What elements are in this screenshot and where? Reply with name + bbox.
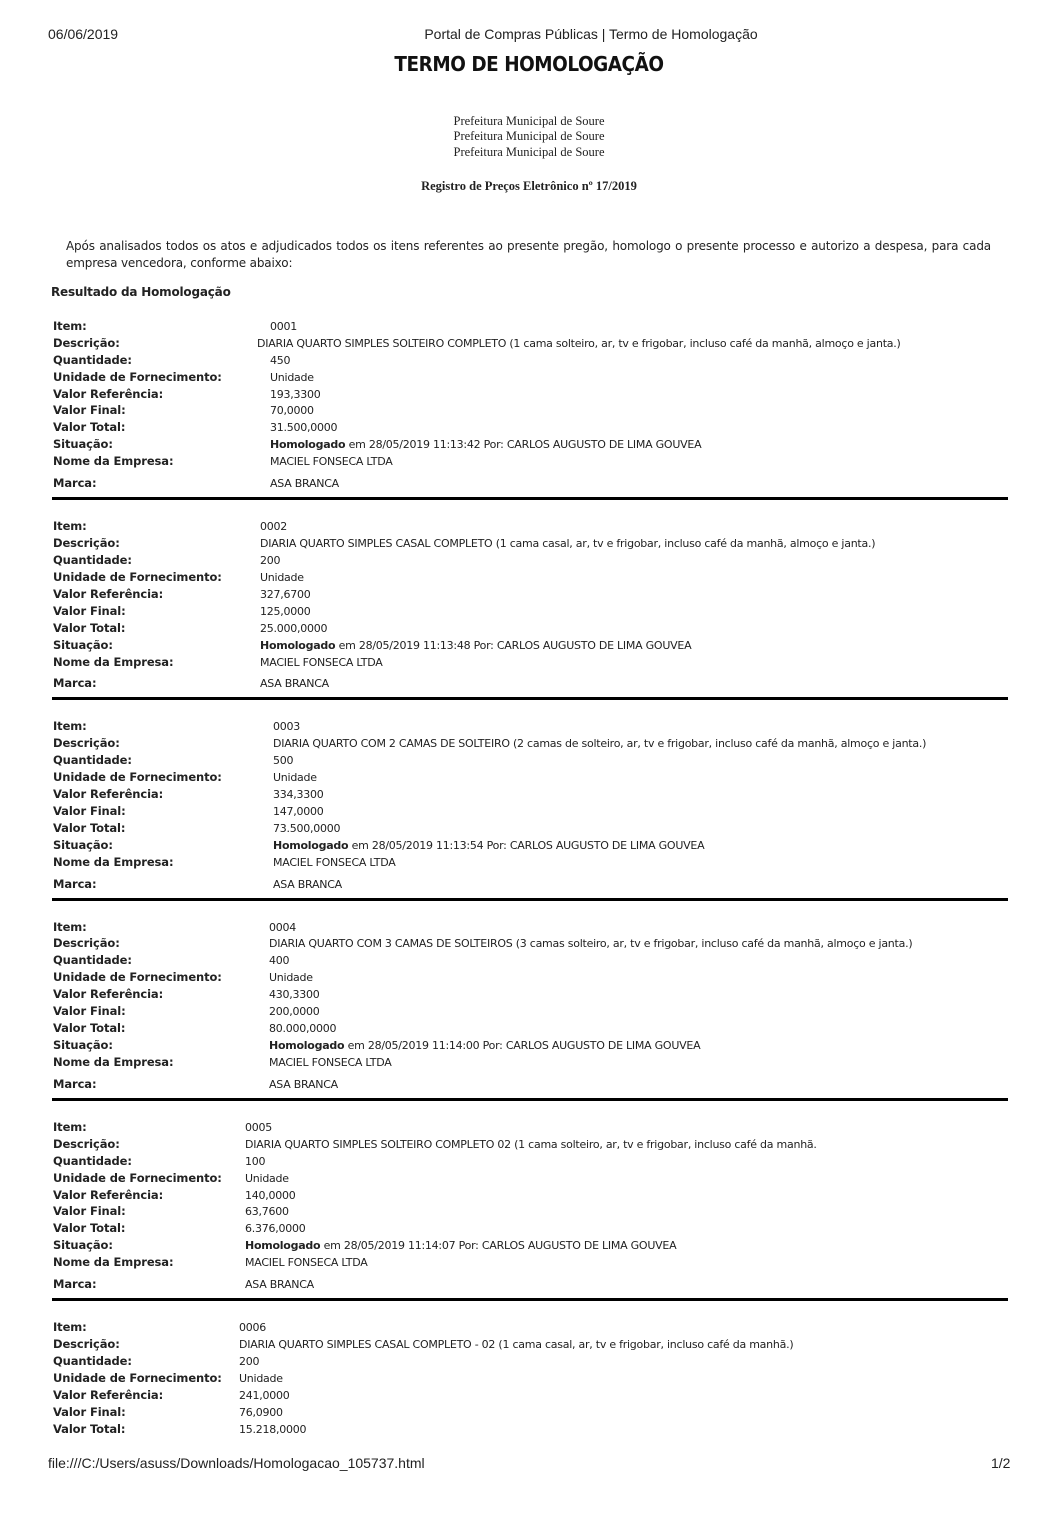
- item-label: Item:: [53, 920, 87, 934]
- valor-referencia-row: [52, 1187, 1008, 1204]
- item-number: 0002: [260, 520, 287, 533]
- valor-referencia-value: 140,0000: [245, 1189, 296, 1202]
- empresa-value: MACIEL FONSECA LTDA: [245, 1256, 368, 1269]
- unidade-label: Unidade de Fornecimento:: [53, 770, 222, 784]
- unidade-value: Unidade: [260, 571, 304, 584]
- valor-total-value: 15.218,0000: [239, 1423, 307, 1436]
- homologation-item: [52, 318, 1008, 518]
- marca-label: Marca:: [53, 1277, 97, 1291]
- item-row: [52, 318, 1008, 335]
- situacao-label: Situação:: [53, 437, 113, 451]
- valor-final-row: [52, 402, 1008, 419]
- marca-row: [52, 475, 1008, 492]
- valor-referencia-row: [52, 1387, 1008, 1404]
- empresa-row: [52, 1054, 1008, 1071]
- descricao-value: DIARIA QUARTO COM 3 CAMAS DE SOLTEIROS (3 camas solteiro, ar, tv e frigobar, incluso café da manhã, almoço e janta.): [269, 937, 913, 950]
- unidade-value: Unidade: [270, 371, 314, 384]
- situacao-label: Situação:: [53, 1038, 113, 1052]
- valor-referencia-row: [52, 986, 1008, 1003]
- unidade-label: Unidade de Fornecimento:: [53, 1371, 222, 1385]
- item-number: 0006: [239, 1321, 266, 1334]
- valor-total-value: 25.000,0000: [260, 622, 328, 635]
- unidade-value: Unidade: [269, 971, 313, 984]
- marca-value: ASA BRANCA: [273, 878, 342, 891]
- page-number: 1/2: [991, 1455, 1011, 1471]
- quantidade-label: Quantidade:: [53, 1154, 132, 1168]
- item-row: [52, 518, 1008, 535]
- quantidade-value: 200: [239, 1355, 260, 1368]
- valor-total-label: Valor Total:: [53, 1221, 126, 1235]
- situacao-value: [245, 1237, 676, 1254]
- empresa-row: [52, 654, 1008, 671]
- item-row: [52, 1319, 1008, 1336]
- organization-name: Prefeitura Municipal de Soure: [453, 114, 605, 128]
- valor-referencia-label: Valor Referência:: [53, 1188, 164, 1202]
- descricao-value: DIARIA QUARTO SIMPLES CASAL COMPLETO - 02 (1 cama casal, ar, tv e frigobar, incluso café da manhã.): [239, 1338, 794, 1351]
- valor-referencia-row: [52, 386, 1008, 403]
- unidade-row: [52, 569, 1008, 586]
- descricao-label: Descrição:: [53, 936, 120, 950]
- item-label: Item:: [53, 719, 87, 733]
- situacao-value: [273, 837, 704, 854]
- quantidade-value: 400: [269, 954, 290, 967]
- organization-name: Prefeitura Municipal de Soure: [453, 129, 605, 143]
- marca-row: [52, 876, 1008, 893]
- unidade-value: Unidade: [239, 1372, 283, 1385]
- item-label: Item:: [53, 519, 87, 533]
- valor-total-value: 6.376,0000: [245, 1222, 306, 1235]
- item-label: Item:: [53, 1120, 87, 1134]
- descricao-value: DIARIA QUARTO SIMPLES CASAL COMPLETO (1 cama casal, ar, tv e frigobar, incluso café da manhã, almoço e janta.): [260, 537, 876, 550]
- item-number: 0005: [245, 1121, 272, 1134]
- unidade-row: [52, 769, 1008, 786]
- valor-final-row: [52, 1003, 1008, 1020]
- quantidade-label: Quantidade:: [53, 353, 132, 367]
- quantidade-value: 450: [270, 354, 291, 367]
- valor-final-value: 63,7600: [245, 1205, 289, 1218]
- quantidade-label: Quantidade:: [53, 753, 132, 767]
- empresa-value: MACIEL FONSECA LTDA: [273, 856, 396, 869]
- empresa-label: Nome da Empresa:: [53, 855, 174, 869]
- empresa-value: MACIEL FONSECA LTDA: [260, 656, 383, 669]
- valor-final-label: Valor Final:: [53, 1204, 126, 1218]
- empresa-label: Nome da Empresa:: [53, 1255, 174, 1269]
- descricao-row: [52, 535, 1008, 552]
- marca-value: ASA BRANCA: [270, 477, 339, 490]
- empresa-row: [52, 1254, 1008, 1271]
- unidade-value: Unidade: [245, 1172, 289, 1185]
- empresa-value: MACIEL FONSECA LTDA: [270, 455, 393, 468]
- descricao-label: Descrição:: [53, 736, 120, 750]
- valor-final-value: 125,0000: [260, 605, 311, 618]
- marca-row: [52, 1276, 1008, 1293]
- valor-total-label: Valor Total:: [53, 1422, 126, 1436]
- descricao-row: [52, 1336, 1008, 1353]
- marca-row: [52, 1076, 1008, 1093]
- quantidade-value: 100: [245, 1155, 266, 1168]
- intro-paragraph: Após analisados todos os atos e adjudicados todos os itens referentes ao presente pregão, homologo o presente processo e autorizo a despesa, para cada empresa vencedora, conforme abaixo:: [66, 239, 991, 270]
- homologation-item: [52, 718, 1008, 918]
- situacao-value: [260, 637, 691, 654]
- situacao-detail: em 28/05/2019 11:13:48 Por: CARLOS AUGUSTO DE LIMA GOUVEA: [335, 639, 692, 652]
- situacao-status: Homologado: [260, 639, 336, 652]
- unidade-row: [52, 1170, 1008, 1187]
- valor-final-row: [52, 803, 1008, 820]
- unidade-label: Unidade de Fornecimento:: [53, 370, 222, 384]
- valor-total-row: [52, 620, 1008, 637]
- item-separator: [52, 1098, 1008, 1101]
- descricao-value: DIARIA QUARTO COM 2 CAMAS DE SOLTEIRO (2 camas de solteiro, ar, tv e frigobar, incluso café da manhã, almoço e janta.): [273, 737, 927, 750]
- empresa-row: [52, 854, 1008, 871]
- situacao-detail: em 28/05/2019 11:14:07 Por: CARLOS AUGUSTO DE LIMA GOUVEA: [320, 1239, 677, 1252]
- item-label: Item:: [53, 1320, 87, 1334]
- homologation-item: [52, 518, 1008, 718]
- valor-final-value: 70,0000: [270, 404, 314, 417]
- valor-referencia-value: 241,0000: [239, 1389, 290, 1402]
- situacao-detail: em 28/05/2019 11:13:54 Por: CARLOS AUGUSTO DE LIMA GOUVEA: [348, 839, 705, 852]
- valor-total-label: Valor Total:: [53, 621, 126, 635]
- descricao-row: [52, 1136, 1008, 1153]
- descricao-label: Descrição:: [53, 536, 120, 550]
- empresa-value: MACIEL FONSECA LTDA: [269, 1056, 392, 1069]
- descricao-label: Descrição:: [53, 336, 120, 350]
- quantidade-label: Quantidade:: [53, 553, 132, 567]
- item-separator: [52, 898, 1008, 901]
- quantidade-value: 200: [260, 554, 281, 567]
- valor-total-label: Valor Total:: [53, 420, 126, 434]
- valor-referencia-value: 327,6700: [260, 588, 311, 601]
- registro-number: Registro de Preços Eletrônico nº 17/2019: [421, 179, 637, 193]
- item-separator: [52, 697, 1008, 700]
- quantidade-row: [52, 1153, 1008, 1170]
- descricao-value: DIARIA QUARTO SIMPLES SOLTEIRO COMPLETO 02 (1 cama solteiro, ar, tv e frigobar, incluso café da manhã.: [245, 1138, 817, 1151]
- valor-referencia-row: [52, 586, 1008, 603]
- valor-referencia-label: Valor Referência:: [53, 787, 164, 801]
- valor-total-row: [52, 419, 1008, 436]
- item-separator: [52, 497, 1008, 500]
- item-row: [52, 1119, 1008, 1136]
- marca-label: Marca:: [53, 877, 97, 891]
- valor-total-row: [52, 1020, 1008, 1037]
- print-date: 06/06/2019: [48, 26, 119, 42]
- valor-final-value: 147,0000: [273, 805, 324, 818]
- print-header-title: Portal de Compras Públicas | Termo de Homologação: [424, 26, 758, 42]
- situacao-detail: em 28/05/2019 11:14:00 Por: CARLOS AUGUSTO DE LIMA GOUVEA: [344, 1039, 701, 1052]
- quantidade-value: 500: [273, 754, 294, 767]
- valor-final-row: [52, 1203, 1008, 1220]
- unidade-value: Unidade: [273, 771, 317, 784]
- quantidade-row: [52, 752, 1008, 769]
- valor-referencia-row: [52, 786, 1008, 803]
- situacao-row: [52, 1037, 1008, 1054]
- unidade-label: Unidade de Fornecimento:: [53, 1171, 222, 1185]
- situacao-detail: em 28/05/2019 11:13:42 Por: CARLOS AUGUSTO DE LIMA GOUVEA: [345, 438, 702, 451]
- valor-total-value: 80.000,0000: [269, 1022, 337, 1035]
- valor-referencia-label: Valor Referência:: [53, 1388, 164, 1402]
- valor-referencia-label: Valor Referência:: [53, 587, 164, 601]
- valor-total-label: Valor Total:: [53, 821, 126, 835]
- marca-value: ASA BRANCA: [260, 677, 329, 690]
- marca-value: ASA BRANCA: [245, 1278, 314, 1291]
- valor-final-value: 200,0000: [269, 1005, 320, 1018]
- valor-total-value: 73.500,0000: [273, 822, 341, 835]
- valor-total-row: [52, 1220, 1008, 1237]
- situacao-value: [269, 1037, 700, 1054]
- empresa-label: Nome da Empresa:: [53, 454, 174, 468]
- quantidade-row: [52, 552, 1008, 569]
- valor-referencia-label: Valor Referência:: [53, 387, 164, 401]
- item-row: [52, 718, 1008, 735]
- item-label: Item:: [53, 319, 87, 333]
- valor-final-label: Valor Final:: [53, 1004, 126, 1018]
- valor-final-value: 76,0900: [239, 1406, 283, 1419]
- situacao-row: [52, 436, 1008, 453]
- unidade-label: Unidade de Fornecimento:: [53, 570, 222, 584]
- valor-final-row: [52, 603, 1008, 620]
- item-number: 0004: [269, 921, 296, 934]
- unidade-row: [52, 969, 1008, 986]
- situacao-label: Situação:: [53, 1238, 113, 1252]
- situacao-row: [52, 637, 1008, 654]
- quantidade-label: Quantidade:: [53, 953, 132, 967]
- page-title: TERMO DE HOMOLOGAÇÃO: [394, 52, 664, 76]
- valor-final-label: Valor Final:: [53, 403, 126, 417]
- quantidade-label: Quantidade:: [53, 1354, 132, 1368]
- unidade-row: [52, 369, 1008, 386]
- situacao-label: Situação:: [53, 838, 113, 852]
- marca-label: Marca:: [53, 676, 97, 690]
- section-title: Resultado da Homologação: [51, 285, 231, 299]
- situacao-row: [52, 1237, 1008, 1254]
- valor-final-row: [52, 1404, 1008, 1421]
- descricao-value: DIARIA QUARTO SIMPLES SOLTEIRO COMPLETO (1 cama solteiro, ar, tv e frigobar, incluso café da manhã, almoço e janta.): [257, 337, 901, 350]
- situacao-row: [52, 837, 1008, 854]
- empresa-label: Nome da Empresa:: [53, 655, 174, 669]
- item-row: [52, 919, 1008, 936]
- situacao-value: [270, 436, 701, 453]
- marca-label: Marca:: [53, 476, 97, 490]
- valor-total-label: Valor Total:: [53, 1021, 126, 1035]
- valor-referencia-value: 334,3300: [273, 788, 324, 801]
- unidade-label: Unidade de Fornecimento:: [53, 970, 222, 984]
- empresa-row: [52, 453, 1008, 470]
- unidade-row: [52, 1370, 1008, 1387]
- valor-final-label: Valor Final:: [53, 1405, 126, 1419]
- situacao-label: Situação:: [53, 638, 113, 652]
- valor-referencia-value: 430,3300: [269, 988, 320, 1001]
- descricao-row: [52, 735, 1008, 752]
- situacao-status: Homologado: [270, 438, 346, 451]
- valor-total-value: 31.500,0000: [270, 421, 338, 434]
- quantidade-row: [52, 1353, 1008, 1370]
- descricao-row: [52, 935, 1008, 952]
- quantidade-row: [52, 352, 1008, 369]
- marca-label: Marca:: [53, 1077, 97, 1091]
- item-number: 0003: [273, 720, 300, 733]
- empresa-label: Nome da Empresa:: [53, 1055, 174, 1069]
- situacao-status: Homologado: [245, 1239, 321, 1252]
- item-number: 0001: [270, 320, 297, 333]
- homologation-item: [52, 1318, 1011, 1518]
- descricao-row: [52, 335, 1008, 352]
- quantidade-row: [52, 952, 1008, 969]
- valor-final-label: Valor Final:: [53, 804, 126, 818]
- valor-referencia-label: Valor Referência:: [53, 987, 164, 1001]
- descricao-label: Descrição:: [53, 1137, 120, 1151]
- item-separator: [52, 1298, 1008, 1301]
- print-footer-url: file:///C:/Users/asuss/Downloads/Homologacao_105737.html: [48, 1455, 425, 1471]
- organization-name: Prefeitura Municipal de Soure: [453, 145, 605, 159]
- homologation-item: [52, 1118, 1008, 1318]
- homologation-item: [52, 918, 1008, 1118]
- marca-row: [52, 675, 1008, 692]
- descricao-label: Descrição:: [53, 1337, 120, 1351]
- situacao-status: Homologado: [273, 839, 349, 852]
- marca-value: ASA BRANCA: [269, 1078, 338, 1091]
- valor-total-row: [52, 820, 1008, 837]
- valor-referencia-value: 193,3300: [270, 388, 321, 401]
- situacao-status: Homologado: [269, 1039, 345, 1052]
- valor-final-label: Valor Final:: [53, 604, 126, 618]
- valor-total-row: [52, 1421, 1008, 1438]
